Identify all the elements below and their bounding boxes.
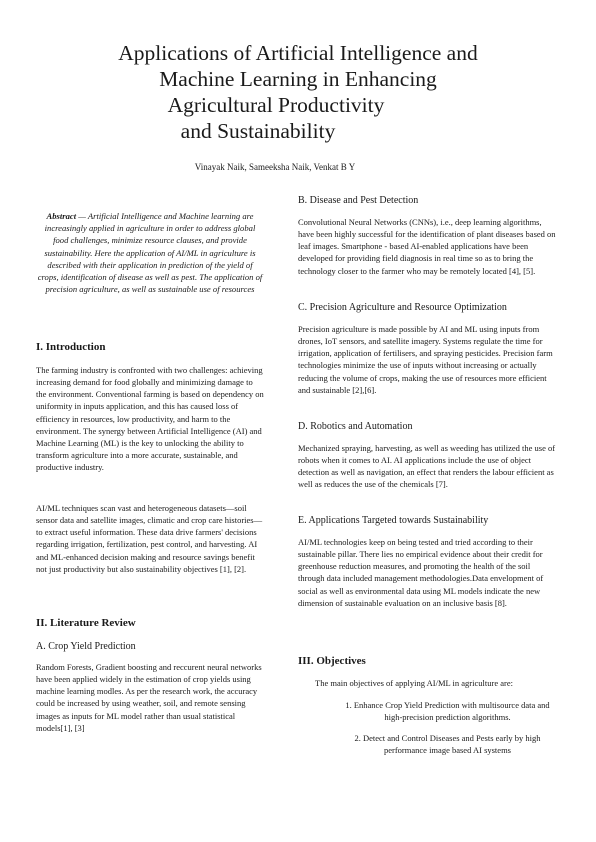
subsection-heading-precision-agriculture: C. Precision Agriculture and Resource Optimization bbox=[298, 302, 507, 313]
intro-paragraph-1: The farming industry is confronted with two challenges: achieving increasing demand for food globally and minimizing damage to the environment. Conventional farming is based on dependency on uniformity in inputs application, and this has caused loss of efficiency in resources, low productivity, and harm to the environment. The synergy between Artificial Intelligence (AI) and Machine Learning (ML) is the key to unlocking the ability to transform agriculture into a more accurate, sustainable, and productive industry. bbox=[36, 365, 264, 473]
title-line: Machine Learning in Enhancing bbox=[159, 67, 437, 91]
objectives-intro: The main objectives of applying AI/ML in agriculture are: bbox=[315, 678, 513, 688]
section-heading-literature-review: II. Literature Review bbox=[36, 617, 136, 629]
subsection-heading-sustainability: E. Applications Targeted towards Sustainability bbox=[298, 515, 489, 526]
robotics-paragraph: Mechanized spraying, harvesting, as well as weeding has utilized the use of robots when it comes to AI. AI applications include the use of object detection as well as navigation, an effect that renders the labour efficient as well as reduces the use of the chemicals [7]. bbox=[298, 443, 556, 490]
abstract-text: — Artificial Intelligence and Machine learning are increasingly applied in agriculture in order to address global food challenges, minimize resource clauses, and provide sustainability. Here the application of AI/ML in agriculture is described with their application in prediction of the yield of crops, identification of disease as well as pest. The application of precision agriculture, as well as sustainable use of resources bbox=[37, 211, 263, 295]
objective-item: 2. Detect and Control Diseases and Pests early by high performance image based AI systems bbox=[354, 733, 541, 756]
abstract bbox=[36, 210, 264, 295]
author-list: Vinayak Naik, Sameeksha Naik, Venkat B Y bbox=[194, 162, 356, 172]
crop-yield-paragraph: Random Forests, Gradient boosting and reccurent neural networks have been applied widely in the estimation of crop yields using machine learning modles. As per the research work, the accuracy could be increased by using weather, soil, and remote sensing images as inputs for ML model rather than usual statistical models[1], [3] bbox=[36, 662, 262, 733]
section-heading-objectives: III. Objectives bbox=[298, 655, 366, 667]
objective-item: 1. Enhance Crop Yield Prediction with multisource data and high-precision prediction algorithms. bbox=[345, 700, 550, 723]
disease-pest-paragraph: Convolutional Neural Networks (CNNs), i.e., deep learning algorithms, have been highly successful for the identification of plant diseases based on leaf images. Smartphone - based AI-enabled applications have been developed for providing field diagnosis in real time so as to bring the technology closer to the farmer who may be remotely located [4], [5]. bbox=[298, 217, 556, 276]
subsection-heading-disease-pest: B. Disease and Pest Detection bbox=[298, 195, 419, 206]
subsection-heading-crop-yield: A. Crop Yield Prediction bbox=[36, 641, 136, 652]
precision-agriculture-paragraph: Precision agriculture is made possible by AI and ML using inputs from drones, IoT sensors, and satellite imagery. Systems regulate the time for irrigation, application of fertilisers, and spraying pesticides. Precision farm technologies minimize the use of inputs without increasing or actually reducing the volume of crops, making the use of resources more efficient and sustainable [2],[6]. bbox=[298, 324, 553, 395]
title-line: Applications of Artificial Intelligence and bbox=[118, 41, 478, 65]
paper-title bbox=[40, 40, 556, 144]
title-line: Agricultural Productivity bbox=[167, 93, 385, 117]
subsection-heading-robotics: D. Robotics and Automation bbox=[298, 421, 413, 432]
title-line: and Sustainability bbox=[180, 119, 336, 143]
intro-paragraph-2: AI/ML techniques scan vast and heterogeneous datasets—soil sensor data and satellite images, climatic and crop care histories—to extract useful information. These data drive farmers' decisions regarding irrigation, fertilization, pest control, and harvesting. AI and ML-enhanced decision making and resource savings benefit not just productivity but also sustainability objectives [1], [2]. bbox=[36, 503, 263, 574]
abstract-label: Abstract bbox=[46, 211, 77, 221]
sustainability-paragraph: AI/ML technologies keep on being tested and tried according to their sustainable pillar. There lies no empirical evidence about their credit for greenhouse reduction measures, and promoting the health of the soil through data included management methodologies.Data envelopment of social as well as environmental data using ML models indicate the new dimension of sustainable evaluation on an inclusive basis [8]. bbox=[298, 537, 544, 608]
section-heading-introduction: I. Introduction bbox=[36, 341, 106, 353]
